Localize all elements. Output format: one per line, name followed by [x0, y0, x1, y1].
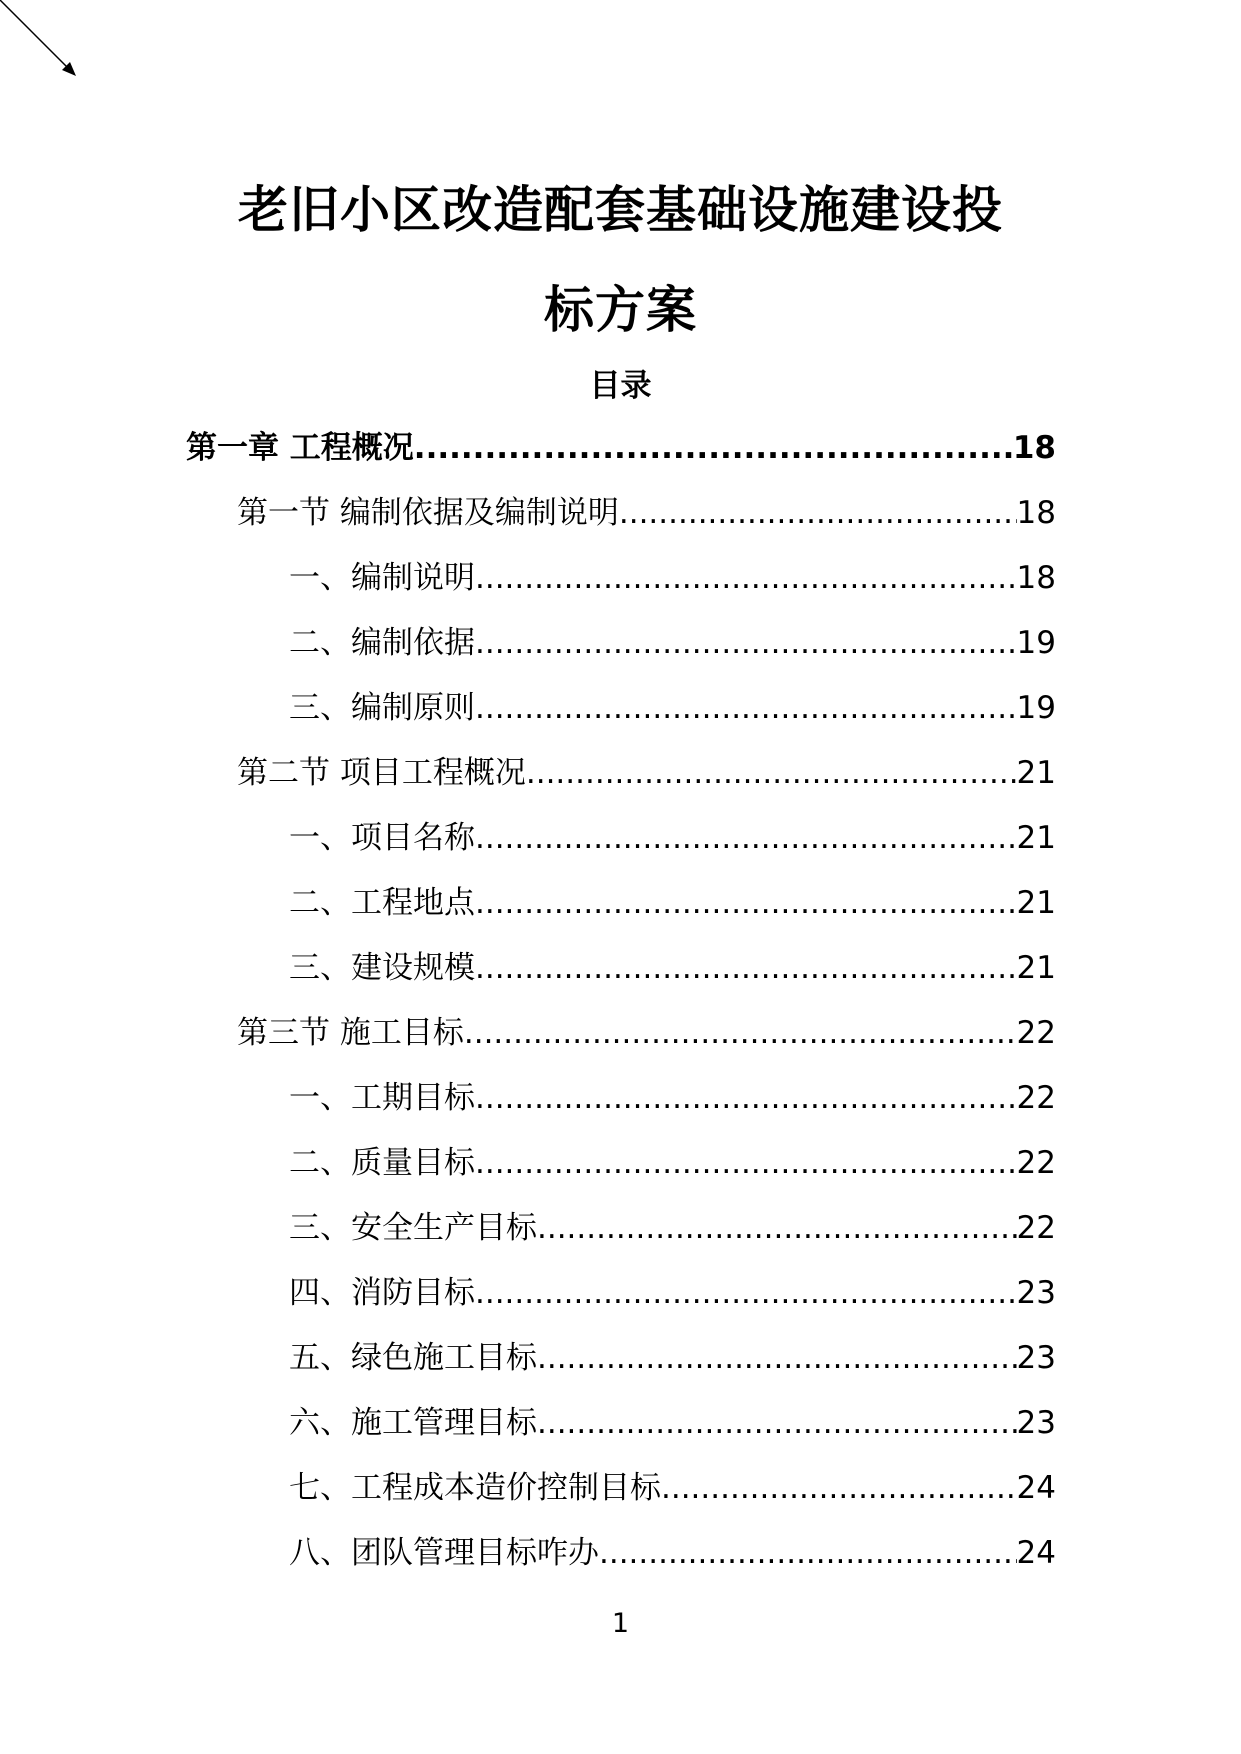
- toc-dot-leader: [537, 1208, 1017, 1248]
- toc-entry-label: 第二节 项目工程概况: [237, 755, 526, 791]
- toc-entry-page: 19: [1016, 625, 1056, 661]
- toc-entry-page: 22: [1016, 1145, 1056, 1181]
- toc-entry-label: 二、编制依据: [289, 625, 475, 661]
- toc-entry[interactable]: [289, 1533, 1056, 1598]
- toc-entry-page: 21: [1016, 755, 1056, 791]
- toc-entry-page: 22: [1016, 1015, 1056, 1051]
- page-number: 1: [611, 1608, 630, 1639]
- toc-entry-label: 三、建设规模: [289, 950, 475, 986]
- toc-entry-label: 第三节 施工目标: [237, 1015, 464, 1051]
- toc-entry-label: 八、团队管理目标咋办: [289, 1535, 599, 1571]
- toc-entry[interactable]: [237, 1013, 1056, 1078]
- toc-entry-page: 21: [1016, 820, 1056, 856]
- toc-entry[interactable]: [289, 883, 1056, 948]
- toc-dot-leader: [475, 818, 1017, 858]
- toc-entry-page: 22: [1016, 1210, 1056, 1246]
- toc-entry-page: 23: [1016, 1340, 1056, 1376]
- toc-entry[interactable]: [289, 623, 1056, 688]
- toc-entry-label: 四、消防目标: [289, 1275, 475, 1311]
- toc-entry-label: 第一节 编制依据及编制说明: [237, 495, 619, 531]
- toc-dot-leader: [537, 1338, 1017, 1378]
- toc-entry-page: 24: [1016, 1470, 1056, 1506]
- toc-dot-leader: [475, 948, 1017, 988]
- toc-entry-label: 一、项目名称: [289, 820, 475, 856]
- toc-entry-page: 18: [1012, 430, 1056, 466]
- document-title-line-1: 老旧小区改造配套基础设施建设投: [238, 181, 1003, 239]
- toc-dot-leader: [475, 1078, 1017, 1118]
- toc-dot-leader: [475, 883, 1017, 923]
- toc-entry[interactable]: [289, 818, 1056, 883]
- toc-entry-label: 五、绿色施工目标: [289, 1340, 537, 1376]
- document-title-line-2: 标方案: [544, 281, 697, 339]
- toc-entry[interactable]: [289, 1143, 1056, 1208]
- toc-entry-page: 21: [1016, 885, 1056, 921]
- toc-dot-leader: [661, 1468, 1017, 1508]
- toc-entry-page: 24: [1016, 1535, 1056, 1571]
- toc-dot-leader: [475, 1273, 1017, 1313]
- toc-dot-leader: [526, 753, 1017, 793]
- toc-entry-label: 一、编制说明: [289, 560, 475, 596]
- toc-entry-page: 18: [1016, 560, 1056, 596]
- toc-entry[interactable]: [289, 1208, 1056, 1273]
- toc-entry-label: 二、工程地点: [289, 885, 475, 921]
- toc-dot-leader: [414, 428, 1013, 468]
- toc-entry-label: 三、编制原则: [289, 690, 475, 726]
- toc-entry[interactable]: [289, 1403, 1056, 1468]
- toc-entry[interactable]: [289, 688, 1056, 753]
- toc-dot-leader: [537, 1403, 1017, 1443]
- toc-entry[interactable]: [237, 493, 1056, 558]
- toc-dot-leader: [619, 493, 1017, 533]
- toc-entry[interactable]: [289, 1468, 1056, 1533]
- toc-entry[interactable]: [289, 558, 1056, 623]
- toc-entry-page: 23: [1016, 1275, 1056, 1311]
- toc-entry-page: 19: [1016, 690, 1056, 726]
- toc-entry-label: 第一章 工程概况: [186, 430, 414, 466]
- table-of-contents: [0, 428, 1241, 1598]
- toc-dot-leader: [475, 558, 1017, 598]
- toc-entry[interactable]: [237, 753, 1056, 818]
- toc-entry-label: 六、施工管理目标: [289, 1405, 537, 1441]
- toc-entry-page: 23: [1016, 1405, 1056, 1441]
- toc-dot-leader: [475, 623, 1017, 663]
- toc-heading: 目录: [589, 368, 652, 404]
- toc-entry[interactable]: [186, 428, 1056, 493]
- toc-entry-page: 22: [1016, 1080, 1056, 1116]
- toc-entry[interactable]: [289, 1338, 1056, 1403]
- toc-entry-page: 18: [1016, 495, 1056, 531]
- toc-entry-label: 三、安全生产目标: [289, 1210, 537, 1246]
- toc-dot-leader: [464, 1013, 1017, 1053]
- toc-dot-leader: [599, 1533, 1017, 1573]
- toc-entry[interactable]: [289, 948, 1056, 1013]
- toc-entry-label: 一、工期目标: [289, 1080, 475, 1116]
- toc-dot-leader: [475, 1143, 1017, 1183]
- toc-entry[interactable]: [289, 1273, 1056, 1338]
- toc-entry-label: 七、工程成本造价控制目标: [289, 1470, 661, 1506]
- toc-entry-page: 21: [1016, 950, 1056, 986]
- toc-entry[interactable]: [289, 1078, 1056, 1143]
- toc-dot-leader: [475, 688, 1017, 728]
- corner-arrow-icon: [0, 0, 80, 80]
- toc-entry-label: 二、质量目标: [289, 1145, 475, 1181]
